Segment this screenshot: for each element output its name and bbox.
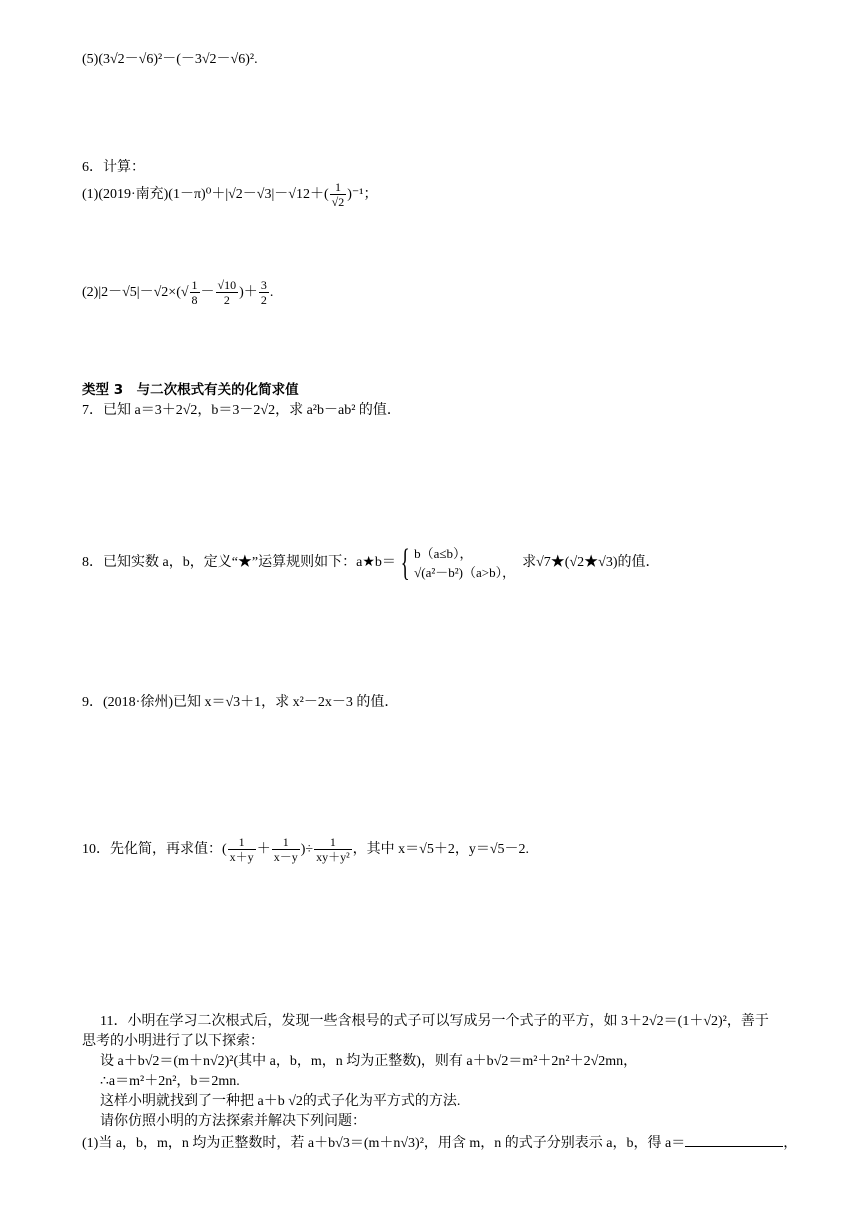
q10-prefix: 10．先化简，再求值：( [82, 842, 227, 857]
fraction-denominator: √2 [331, 195, 345, 210]
fraction-denominator: 2 [223, 293, 230, 308]
fraction-numerator: 1 [314, 835, 352, 850]
question-11-line-1: 11．小明在学习二次根式后，发现一些含根号的式子可以写成另一个式子的平方，如 3＋2√2＝(1＋√2)²，善于 [100, 1014, 769, 1029]
q8-suffix: 求√7★(√2★√3)的值． [522, 555, 660, 570]
q11-line7-suffix: ， [783, 1136, 798, 1151]
q10-fraction-2 [272, 835, 300, 864]
question-11-line-7 [82, 1132, 797, 1154]
left-brace-icon: { [400, 541, 410, 584]
q8-case-2: √(a²－b²)（a>b）， [414, 564, 516, 580]
section-heading-type-3: 类型 3 与二次根式有关的化简求值 [82, 382, 299, 398]
question-6-part-1 [82, 180, 377, 210]
q6-part2-end: . [269, 285, 274, 300]
question-11-line-4: ∴a＝m²＋2n²，b＝2mn. [100, 1074, 240, 1089]
fraction-numerator: √10 [217, 278, 237, 293]
fraction-denominator: 8 [191, 293, 198, 308]
q10-suffix: ，其中 x＝√5＋2，y＝√5－2. [352, 842, 530, 857]
q6-part2-fraction-2 [216, 278, 239, 307]
fraction-numerator: 1 [272, 835, 300, 850]
question-11-line-3: 设 a＋b√2＝(m＋n√2)²(其中 a，b，m，n 均为正整数)，则有 a＋b√2＝m²＋2n²＋2√2mn， [100, 1054, 638, 1069]
question-9: 9．(2018·徐州)已知 x＝√3＋1，求 x²－2x－3 的值． [82, 695, 399, 710]
question-11-line-6: 请你仿照小明的方法探索并解决下列问题： [100, 1114, 366, 1129]
fraction-denominator: x＋y [229, 850, 254, 865]
q10-div: )÷ [300, 842, 314, 857]
q10-fraction-3 [314, 835, 352, 864]
fraction-denominator: xy＋y² [316, 850, 350, 865]
q6-part1-suffix: )⁻¹； [347, 187, 378, 202]
question-10 [82, 834, 529, 866]
question-6-part-2 [82, 278, 273, 308]
fraction-denominator: 2 [260, 293, 267, 308]
q8-cases [414, 544, 515, 582]
question-5-part-5: (5)(3√2－√6)²－(－3√2－√6)². [82, 52, 258, 67]
question-11-line-2: 思考的小明进行了以下探索： [82, 1034, 264, 1049]
q10-fraction-1 [228, 835, 256, 864]
fraction-numerator: 1 [191, 278, 198, 293]
answer-blank[interactable] [685, 1132, 783, 1147]
q8-prefix: 8．已知实数 a，b，定义“★”运算规则如下：a★b＝ [82, 555, 396, 570]
fraction-denominator: x－y [273, 850, 298, 865]
fraction-numerator: 1 [228, 835, 256, 850]
q6-part1-fraction [330, 180, 347, 209]
q6-part2-prefix: (2)|2－√5|－√2×( [82, 285, 181, 300]
q6-part2-fraction-3 [259, 278, 269, 307]
q8-case-1: b（a≤b）， [414, 545, 473, 561]
question-6-title: 6．计算： [82, 160, 145, 175]
q6-part2-mid2: )＋ [239, 285, 258, 300]
fraction-numerator: 3 [260, 278, 267, 293]
q6-part1-prefix: (1)(2019·南充)(1－π)⁰＋|√2－√3|－√12＋( [82, 187, 329, 202]
q6-part2-fraction-1 [190, 278, 200, 307]
fraction-numerator: 1 [330, 180, 347, 195]
q11-line7-prefix: (1)当 a，b，m，n 均为正整数时，若 a＋b√3＝(m＋n√3)²，用含 m，n 的式子分别表示 a，b，得 a＝ [82, 1136, 686, 1151]
sqrt-symbol-icon: √ [180, 285, 189, 300]
question-7: 7．已知 a＝3＋2√2，b＝3－2√2，求 a²b－ab² 的值． [82, 403, 401, 418]
question-8 [82, 543, 660, 583]
q10-plus: ＋ [256, 842, 271, 857]
q6-part2-mid: － [200, 285, 215, 300]
question-11-line-5: 这样小明就找到了一种把 a＋b √2的式子化为平方式的方法. [100, 1094, 461, 1109]
